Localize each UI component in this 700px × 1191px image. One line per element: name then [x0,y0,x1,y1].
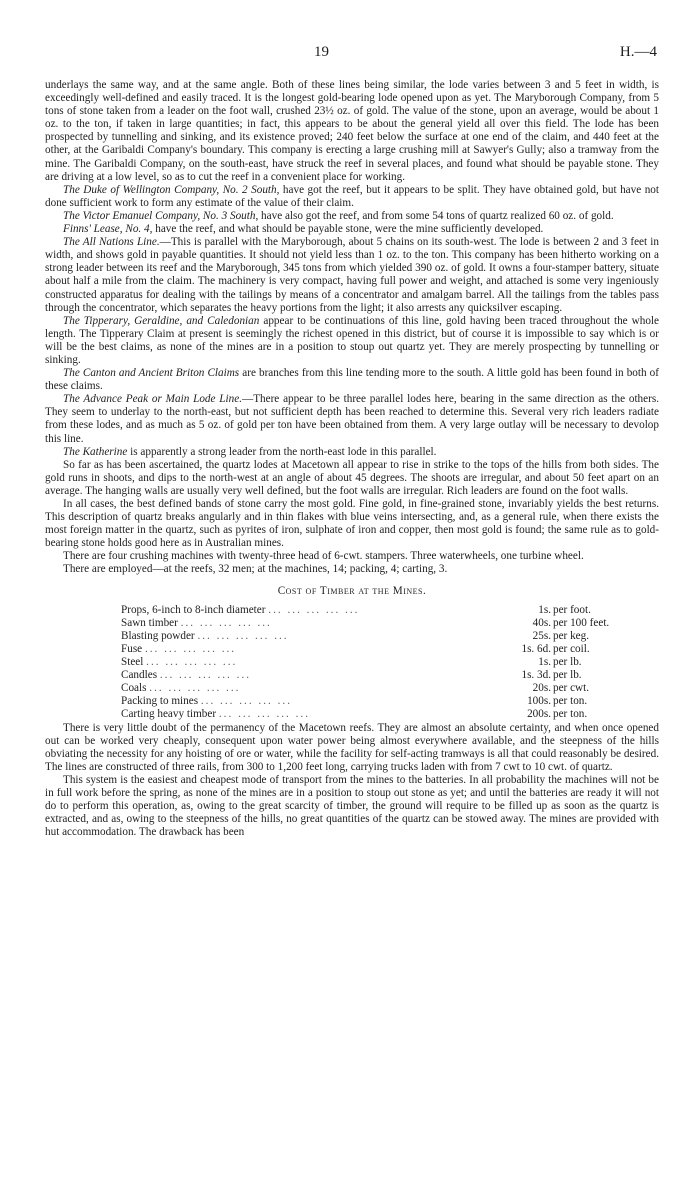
paragraph-tipperary: The Tipperary, Geraldine, and Caledonian appear to be continuations of this line, gold having been traced throughout the whole length. The Tipperary Claim at present is seemingly the richest opened in this district, but of course it is impossible to say which is or will be the best claims, as none of the mines are in a position to stoup out quartz yet. They are merely prospecting by tunnelling or sinking. [45,314,659,366]
item-name: Coals [121,682,147,695]
item-name: Props, 6-inch to 8-inch diameter [121,603,266,616]
item-unit: per coil. [553,642,590,655]
cost-of-timber-table [121,604,657,722]
item-name: Carting heavy timber [121,708,217,721]
table-row [121,708,657,721]
dot-leader: ... ... ... ... ... [268,603,360,616]
table-row [121,604,657,617]
item-price: 1s. 6d. [521,642,551,655]
paragraph-maryborough-line: underlays the same way, and at the same angle. Both of these lines being similar, the lode varies between 3 and 5 feet in width, is exceedingly well-defined and easily traced. It is the longest gold-bearing lode opened upon as yet. The Maryborough Company, from 5 tons of stone taken from a leader on the foot wall, crushed 23½ oz. of gold. The value of the stone, upon an average, would be about 1 oz. to the ton, if taken in large quantities; in fact, this appears to be about the general yield all over this field. The lode has been prospected by tunnelling and sinking, and its existence proved; 240 feet below the surface at one end of the claim, and 440 feet at the other, at the Garibaldi Company's boundary. This company is erecting a large crushing mill at Sawyer's Gully; also a tramway from the mine. The Garibaldi Company, on the south-east, have struck the reef in several places, and found what should be payable stone. They are driving at a low level, so as to cut the reef in a convenient place for working. [45,79,659,183]
item-unit: per foot. [553,603,591,616]
paragraph-advance-peak: The Advance Peak or Main Lode Line.—There appear to be three parallel lodes here, bearing in the same direction as the others. They seem to underlay to the north-east, but not sufficient depth has been reached to determine this. Several very rich leaders radiate from these lodes, and as much as 5 oz. of gold per ton have been obtained from them. A very large outlay will be necessary to devolop this line. [45,393,659,445]
item-name: Sawn timber [121,616,178,629]
dot-leader: ... ... ... ... ... [149,682,241,695]
item-name: Fuse [121,642,143,655]
dot-leader: ... ... ... ... ... [146,656,238,669]
paragraph-duke-of-wellington: The Duke of Wellington Company, No. 2 South, have got the reef, but it appears to be split. They have obtained gold, but have not done sufficient work to form any estimate of the value of their claim. [45,183,659,209]
dot-leader: ... ... ... ... ... [180,616,272,629]
dot-leader: ... ... ... ... ... [197,629,289,642]
item-price: 20s. [532,682,551,695]
paragraph-quartz-lodes: So far as has been ascertained, the quartz lodes at Macetown all appear to rise in strike to the tops of the hills from both sides. The gold runs in shoots, and dips to the north-west at an angle of about 45 degrees. The shoots are irregular, and about 50 feet apart on an average. The hanging walls are usually very well defined, but the foot walls are irregular. Rich leaders are found on the foot walls. [45,458,659,497]
item-price: 1s. 3d. [521,669,551,682]
item-unit: per ton. [553,708,588,721]
item-price: 100s. [527,695,551,708]
paragraph-canton-ancient-briton: The Canton and Ancient Briton Claims are branches from this line tending more to the south. A little gold has been found in both of these claims. [45,367,659,393]
paragraph-all-nations-line: The All Nations Line.—This is parallel with the Maryborough, about 5 chains on its south-west. The lode is between 2 and 3 feet in width, and shows gold in payable quantities. It should not yield less than 1 oz. to the ton. This company has been hitherto working on a strong leader between its reef and the Maryborough, 345 tons from which yielded 390 oz. of gold. It owns a four-stamper battery, situate about half a mile from the claim. The machinery is very compact, having full power and weight, and attached is some very ingeniously constructed apparatus for dealing with the tailings by means of a concentrator and amalgam barrel. All the tailings from the tables pass through the concentrator, which separates the heavy portions from the light; it also arrests any quicksilver escaping. [45,236,659,314]
item-name: Candles [121,669,158,682]
item-price: 40s. [532,616,551,629]
paragraph-victor-emanuel: The Victor Emanuel Company, No. 3 South, have also got the reef, and from some 54 tons of quartz realized 60 oz. of gold. [63,209,614,222]
item-unit: per ton. [553,695,588,708]
paragraph-crushing-machines: There are four crushing machines with twenty-three head of 6-cwt. stampers. Three waterwheels, one turbine wheel. [63,550,584,563]
item-price: 25s. [532,629,551,642]
table-row [121,669,657,682]
table-row [121,682,657,695]
item-unit: per lb. [553,656,582,669]
paragraph-permanency: There is very little doubt of the permanency of the Macetown reefs. They are almost an absolute certainty, and when once opened out can be worked very cheaply, consequent upon water power being almost everywhere available, and the steepness of the hills obviating the necessity for any hoisting of ore or water, while the facility for self-acting tramways is all that could reasonably be desired. The lines are constructed of three rails, from 300 to 1,200 feet long, carrying trucks laden with from 7 cwt to 10 cwt. of quartz. [45,721,659,773]
paragraph-employed: There are employed—at the reefs, 32 men; at the machines, 14; packing, 4; carting, 3. [63,563,448,576]
item-name: Steel [121,656,144,669]
item-name: Packing to mines [121,695,199,708]
paragraph-stone-bands: In all cases, the best defined bands of stone carry the most gold. Fine gold, in fine-grained stone, invariably yields the best returns. This description of quartz breaks angularly and in thin flakes with blue veins intersecting, and, as a general rule, when there exists the most foreign matter in the quartz, such as pyrites of iron, sulphate of iron and copper, then most gold is found; the same rule as to gold-bearing stone holds good here as in Australian mines. [45,498,659,550]
item-unit: per lb. [553,669,582,682]
paragraph-transport-system: This system is the easiest and cheapest mode of transport from the mines to the batteries. In all probability the machines will not be in full work before the spring, as none of the mines are in a position to stoup out stone as yet; and until the batteries are ready it will not do to perform this operation, as, owing to the great scarcity of timber, the ground will require to be filled up as soon as the quartz is extracted, and as, owing to the steepness of the hills, no great quantities of the quartz can be stowed away. The mines are provided with hut accommodation. The drawback has been [45,773,659,839]
item-price: 200s. [527,708,551,721]
table-row [121,617,657,630]
dot-leader: ... ... ... ... ... [144,642,237,655]
item-price: 1s. [538,656,551,669]
table-row [121,643,657,656]
dot-leader: ... ... ... ... ... [218,708,311,721]
dot-leader: ... ... ... ... ... [159,669,251,682]
table-row [121,630,657,643]
cost-table-title: Cost of Timber at the Mines. [277,584,427,597]
item-unit: per 100 feet. [553,616,610,629]
table-row [121,695,657,708]
body-text [45,79,659,839]
item-price: 1s. [538,603,551,616]
page-number: 19 [314,44,329,60]
item-name: Blasting powder [121,629,195,642]
dot-leader: ... ... ... ... ... [200,695,292,708]
document-reference: H.—4 [619,44,657,60]
paragraph-katherine: The Katherine is apparently a strong leader from the north-east lode in this parallel. [63,445,437,458]
item-unit: per cwt. [553,682,590,695]
paragraph-finns-lease: Finns' Lease, No. 4, have the reef, and what should be payable stone, were the mine sufficiently developed. [63,223,544,236]
item-unit: per keg. [553,629,590,642]
table-row [121,656,657,669]
